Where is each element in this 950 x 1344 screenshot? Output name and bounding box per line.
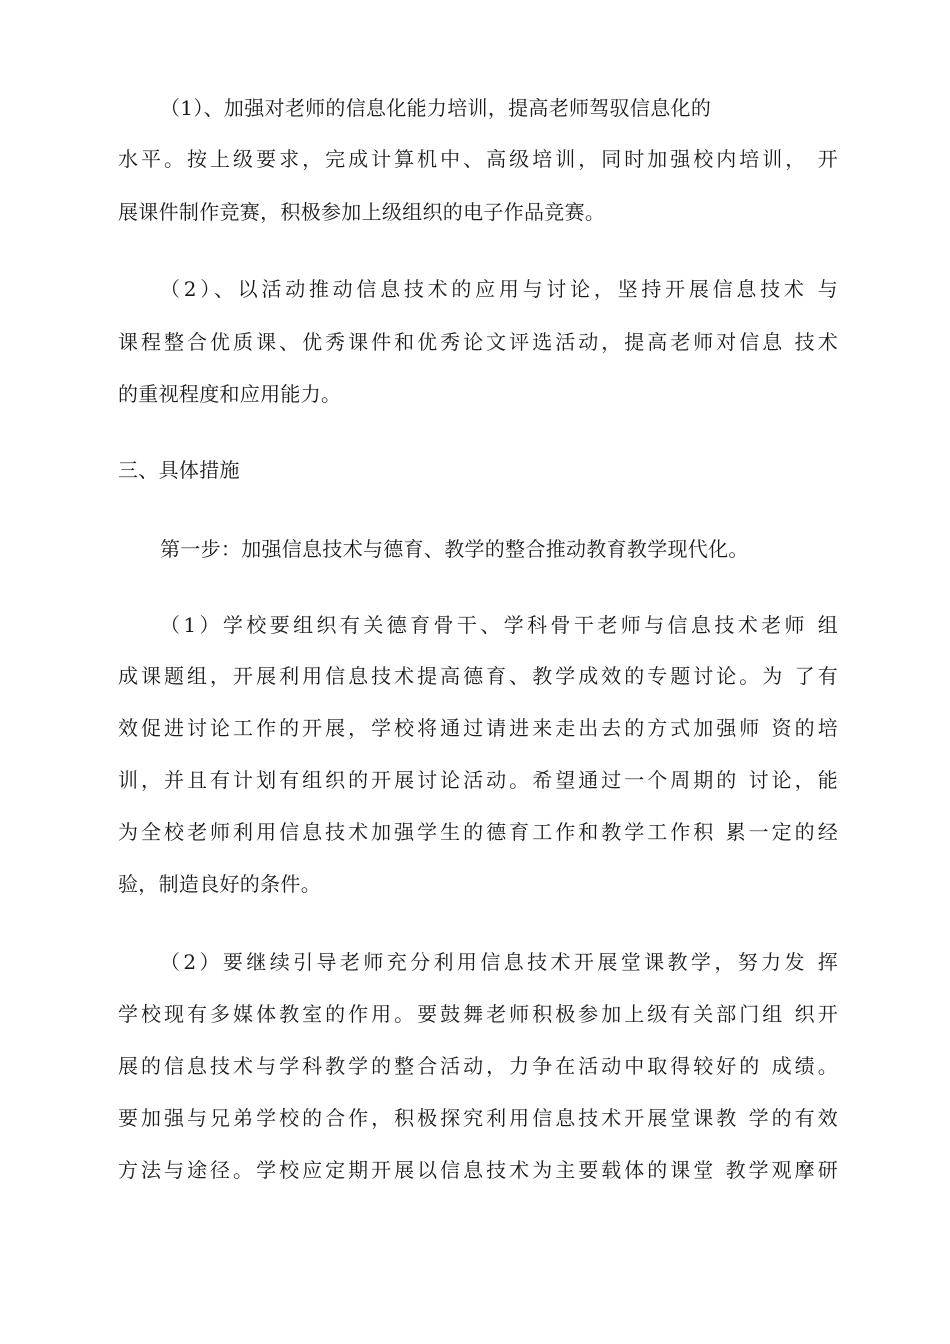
text-line: 课程整合优质课、优秀课件和优秀论文评选活动，提高老师对信息 技术: [118, 330, 838, 354]
text-line: 成课题组，开展利用信息技术提高德育、教学成效的专题讨论。为 了有: [118, 664, 838, 688]
text-line: 验，制造良好的条件。: [118, 872, 321, 896]
text-line: 的重视程度和应用能力。: [118, 382, 342, 406]
text-line: 第一步：加强信息技术与德育、教学的整合推动教育教学现代化。: [160, 537, 749, 561]
text-line: 学校现有多媒体教室的作用。要鼓舞老师积极参加上级有关部门组 织开: [118, 1002, 838, 1026]
text-line: 要加强与兄弟学校的合作，积极探究利用信息技术开展堂课教 学的有效: [118, 1106, 838, 1130]
text-line: 为全校老师利用信息技术加强学生的德育工作和教学工作积 累一定的经: [118, 820, 838, 844]
text-line: （1）、加强对老师的信息化能力培训，提高老师驾驭信息化的: [160, 96, 712, 120]
text-line: （1）学校要组织有关德育骨干、学科骨干老师与信息技术老师 组: [160, 613, 838, 637]
section-heading: 三、具体措施: [118, 458, 240, 482]
text-line: 展的信息技术与学科教学的整合活动，力争在活动中取得较好的 成绩。: [118, 1054, 838, 1078]
text-line: （2）、以活动推动信息技术的应用与讨论，坚持开展信息技术 与: [160, 277, 838, 301]
text-line: 展课件制作竞赛，积极参加上级组织的电子作品竞赛。: [118, 200, 606, 224]
text-line: 效促进讨论工作的开展，学校将通过请进来走出去的方式加强师 资的培: [118, 716, 838, 740]
text-line: 水平。按上级要求，完成计算机中、高级培训，同时加强校内培训， 开: [118, 147, 838, 171]
text-line: （2）要继续引导老师充分利用信息技术开展堂课教学，努力发 挥: [160, 950, 838, 974]
text-line: 训，并且有计划有组织的开展讨论活动。希望通过一个周期的 讨论，能: [118, 768, 838, 792]
text-line: 方法与途径。学校应定期开展以信息技术为主要载体的课堂 教学观摩研: [118, 1158, 838, 1182]
